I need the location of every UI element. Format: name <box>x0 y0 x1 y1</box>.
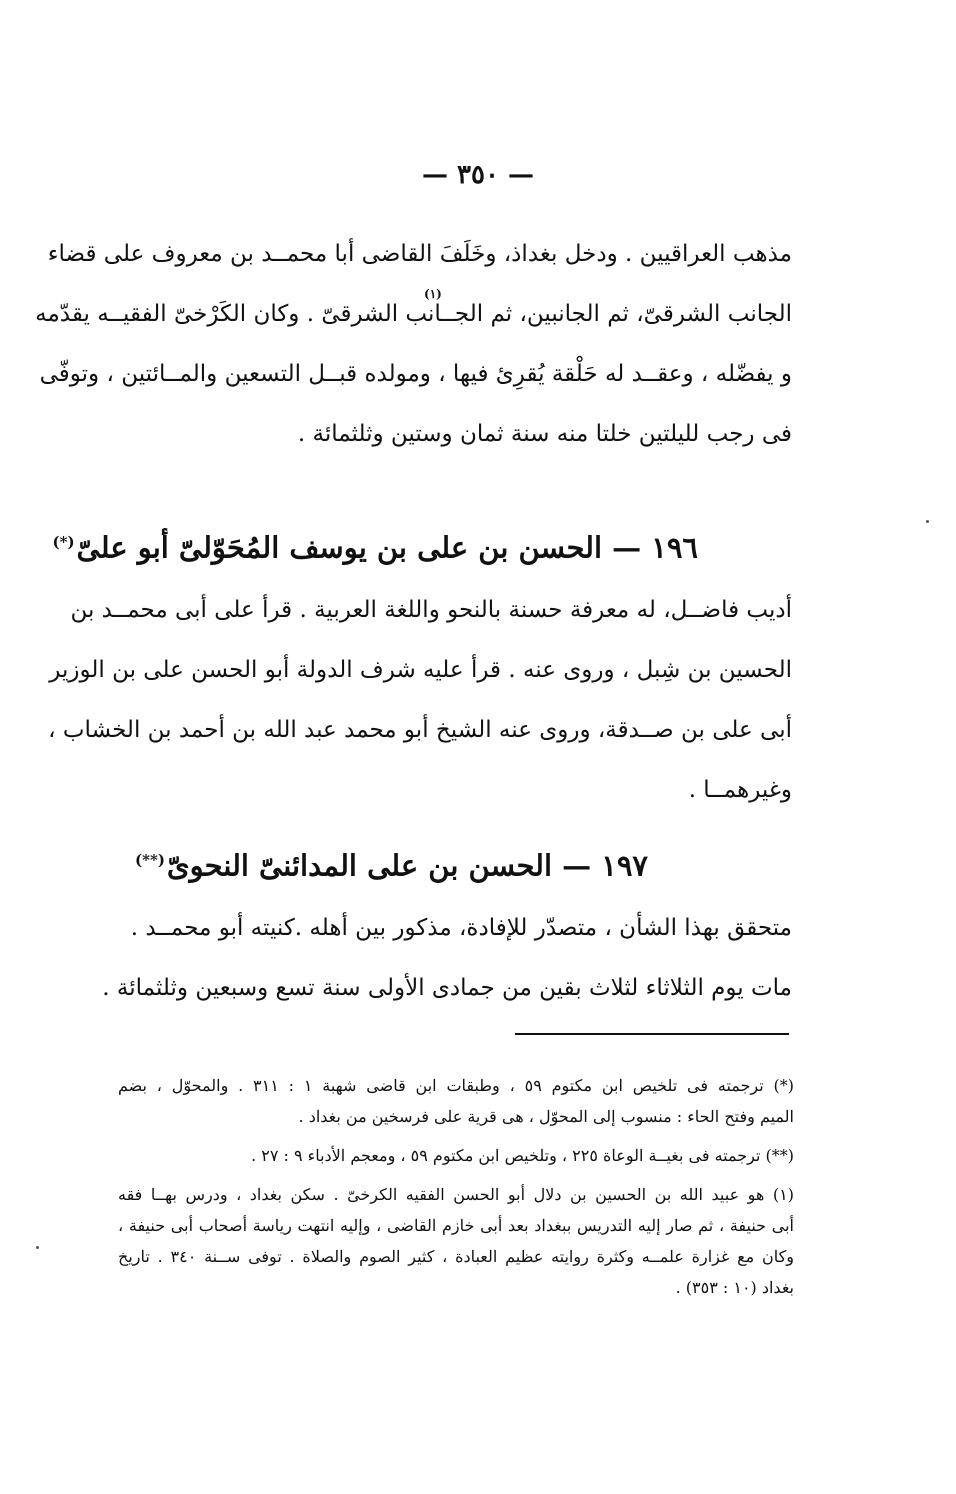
scan-speck <box>926 520 929 523</box>
entry-196-heading <box>51 520 699 570</box>
paragraph-1-line-1: مذهب العراقيين . ودخل بغداذ، وخَلَفَ القاضى أبا محمــد بن معروف على قضاء <box>47 241 792 267</box>
entry-196-title: ١٩٦ — الحسن بن على بن يوسف المُحَوّلىّ أبو علىّ <box>76 530 698 565</box>
footnote-mark-1: (١) <box>424 287 442 301</box>
footnote-double-star-line-1: (**) ترجمته فى بغيــة الوعاة ٢٢٥ ، وتلخيص ابن مكتوم ٥٩ ، ومعجم الأدباء ٩ : ٢٧ . <box>251 1146 794 1165</box>
paragraph-1 <box>35 224 792 464</box>
footnote-1-line-4: بغداد (١٠ : ٣٥٣) . <box>675 1278 794 1297</box>
footnote-separator <box>515 1033 789 1035</box>
entry-196-line-1: أديب فاضــل، له معرفة حسنة بالنحو واللغة العربية . قرأ على أبى محمــد بن <box>70 597 792 623</box>
entry-197-heading <box>133 838 648 888</box>
scan-speck <box>36 1246 39 1249</box>
paragraph-1-line-4: فى رجب لليلتين خلتا منه سنة ثمان وستين وثلثمائة . <box>297 421 792 447</box>
entry-197-body <box>102 898 792 1018</box>
entry-197-note-mark: (**) <box>135 851 165 869</box>
entry-197-line-2: مات يوم الثلاثاء لثلاث بقين من جمادى الأولى سنة تسع وسبعين وثلثمائة . <box>102 975 792 1001</box>
paragraph-1-line-2: الجانب الشرقىّ، ثم الجانبين، ثم الجــانب الشرقىّ . وكان الكَرْخىّ الفقيــه يقدّمه <box>35 301 792 327</box>
page-number: — ٣٥٠ — <box>421 160 535 190</box>
footnotes <box>118 1070 794 1303</box>
footnote-1-line-3: وكان مع غزارة علمــه وكثرة روايته عظيم العبادة ، كثير الصوم والصلاة . توفى ســنة ٣٤٠ . تاريخ <box>118 1247 795 1266</box>
entry-196-line-2: الحسين بن شِبل ، وروى عنه . قرأ عليه شرف الدولة أبو الحسن على بن الوزير <box>49 657 792 683</box>
footnote-star-line-2: الميم وفتح الحاء : منسوب إلى المحوّل ، هى قرية على فرسخين من بغداد . <box>298 1107 794 1126</box>
entry-196-note-mark: (*) <box>52 533 75 551</box>
entry-196-line-4: وغيرهمــا . <box>688 777 792 803</box>
footnote-1-line-1: (١) هو عبيد الله بن الحسين بن دلال أبو الحسن الفقيه الكرخىّ . سكن بغداد ، ودرس بهــا فقه <box>118 1185 794 1204</box>
footnote-1-line-2: أبى حنيفة ، ثم صار إليه التدريس ببغداد بعد أبى خازم القاضى ، وإليه انتهت رياسة أصحاب أبى حنيفة ، <box>118 1216 794 1235</box>
entry-197-title: ١٩٧ — الحسن بن على المدائنىّ النحوىّ <box>166 848 648 883</box>
entry-197-line-1: متحقق بهذا الشأن ، متصدّر للإفادة، مذكور بين أهله .كنيته أبو محمــد . <box>130 915 792 941</box>
footnote-star-line-1: (*) ترجمته فى تلخيص ابن مكتوم ٥٩ ، وطبقات ابن قاضى شهبة ١ : ٣١١ . والمحوّل ، بضم <box>118 1076 795 1095</box>
entry-196-line-3: أبى على بن صــدقة، وروى عنه الشيخ أبو محمد عبد الله بن أحمد بن الخشاب ، <box>48 717 792 743</box>
paragraph-1-line-3: و يفضّله ، وعقــد له حَلْقة يُقرِئ فيها ، ومولده قبــل التسعين والمــائتين ، وتوفّى <box>39 361 792 387</box>
entry-196-body <box>48 580 792 820</box>
